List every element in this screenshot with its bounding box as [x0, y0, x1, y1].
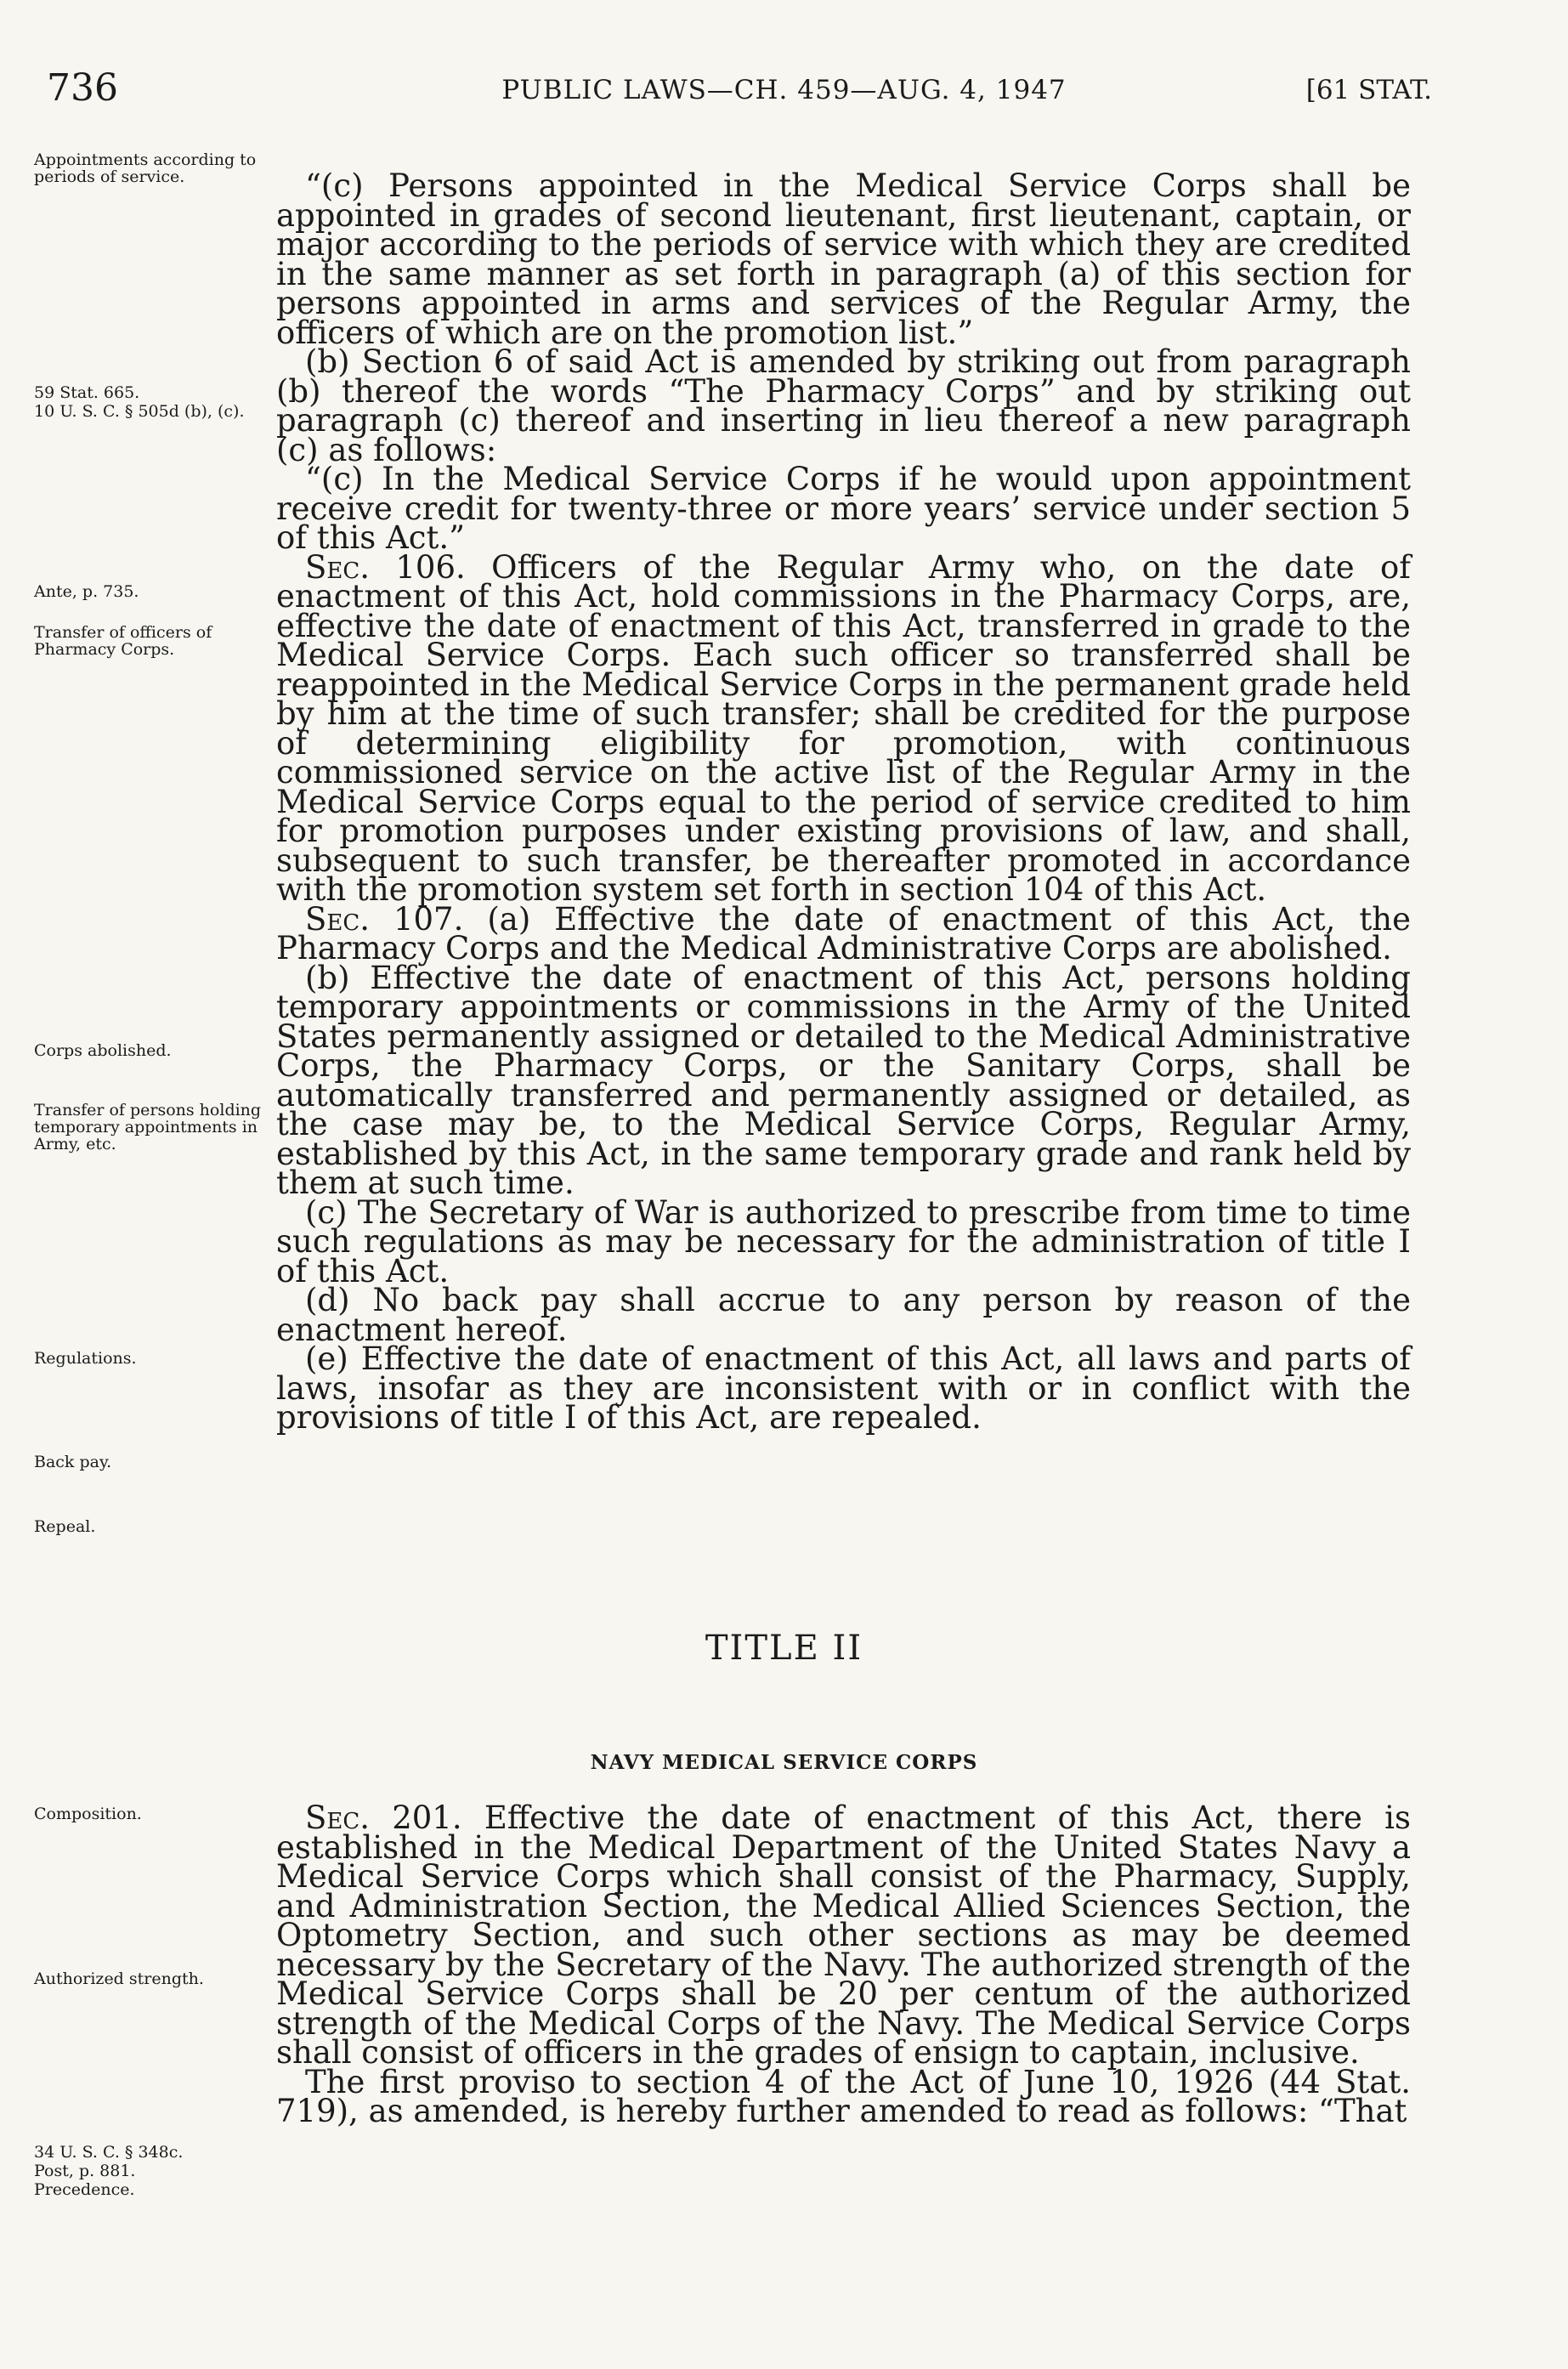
section-107e: (e) Effective the date of enactment of this Act, all laws and parts of laws, insofar as they are inconsistent with or in conflict with the provisions of title I of this Act, are repealed. — [276, 1340, 1411, 1436]
body-text-title-2 — [276, 1799, 1411, 2129]
margin-note-authorized-strength: Authorized strength. — [34, 1969, 204, 1988]
margin-note-transfer-officers: Transfer of officers of Pharmacy Corps. — [34, 623, 212, 659]
margin-note-cite-34-usc: 34 U. S. C. § 348c. — [34, 2143, 184, 2162]
margin-note-transfer-persons: Transfer of persons holding temporary appointments in Army, etc. — [34, 1101, 262, 1153]
running-title: PUBLIC LAWS—CH. 459—AUG. 4, 1947 — [501, 75, 1067, 105]
section-107a-text: (a) Effective the date of enactment of this Act, the Pharmacy Corps and the Medical Administrative Corps are abolished. — [276, 900, 1411, 966]
margin-note-precedence: Precedence. — [34, 2180, 135, 2199]
proviso-paragraph: The first proviso to section 4 of the Act of June 10, 1926 (44 Stat. 719), as amended, is hereby further amended to read as follows: “That — [276, 2063, 1411, 2129]
section-201-label: Sec. 201. — [305, 1799, 462, 1836]
margin-note-appointments: Appointments according to periods of service. — [34, 150, 257, 186]
section-107d: (d) No back pay shall accrue to any person by reason of the enactment hereof. — [276, 1282, 1411, 1348]
margin-note-composition: Composition. — [34, 1805, 142, 1823]
section-106-text: Officers of the Regular Army who, on the date of enactment of this Act, hold commissions in the Pharmacy Corps, are, effective the date of enactment of this Act, transferred in grade to the Medical Service Corps. Each such officer so transferred shall be reappointed in the Medical Service Corps in the permanent grade held by him at the time of such transfer; shall be credited for the purpose of determining eligibility for promotion, with continuous commissioned service on the active list of the Regular Army in the Medical Service Corps equal to the period of service credited to him for promotion purposes under existing provisions of law, and shall, subsequent to such transfer, be thereafter promoted in accordance with the promotion system set forth in section 104 of this Act. — [276, 548, 1411, 908]
margin-note-corps-abolished: Corps abolished. — [34, 1041, 172, 1060]
paragraph-c-credit: “(c) In the Medical Service Corps if he would upon appointment receive credit for twenty-three or more years’ service under section 5 of this Act.” — [276, 461, 1411, 556]
margin-note-cite-59-stat: 59 Stat. 665. — [34, 383, 140, 402]
body-text-title-1 — [276, 167, 1411, 1436]
margin-note-back-pay: Back pay. — [34, 1453, 112, 1471]
paragraph-c-grades: “(c) Persons appointed in the Medical Service Corps shall be appointed in grades of second lieutenant, first lieutenant, captain, or major according to the periods of service with which they are credited in the same manner as set forth in paragraph (a) of this section for persons appointed in arms and services of the Regular Army, the officers of which are on the promotion list.” — [276, 167, 1411, 351]
margin-note-post: Post, p. 881. — [34, 2162, 136, 2180]
section-106 — [276, 548, 1411, 908]
section-107-label: Sec. 107. — [305, 900, 464, 938]
margin-note-cite-10-usc: 10 U. S. C. § 505d (b), (c). — [34, 402, 245, 421]
margin-note-regulations: Regulations. — [34, 1349, 137, 1368]
margin-note-ante: Ante, p. 735. — [34, 582, 139, 601]
section-107c: (c) The Secretary of War is authorized to prescribe from time to time such regulations as may be necessary for the administration of title I of this Act. — [276, 1193, 1411, 1289]
section-106-label: Sec. 106. — [305, 548, 466, 586]
margin-note-repeal: Repeal. — [34, 1517, 96, 1536]
page-number: 736 — [47, 66, 118, 110]
page-header — [0, 66, 1568, 121]
section-107a — [276, 900, 1411, 966]
title-ii-heading: TITLE II — [705, 1629, 863, 1668]
section-201-text: Effective the date of enactment of this Act, there is established in the Medical Department of the United States Navy a Medical Service Corps which shall consist of the Pharmacy, Supply, and Administration Section, the Medical Allied Sciences Section, the Optometry Section, and such other sections as may be deemed necessary by the Secretary of the Navy. The authorized strength of the Medical Service Corps shall be 20 per centum of the authorized strength of the Medical Corps of the Navy. The Medical Service Corps shall consist of officers in the grades of ensign to captain, inclusive. — [276, 1799, 1411, 2071]
navy-medical-service-corps-heading: NAVY MEDICAL SERVICE CORPS — [590, 1751, 978, 1774]
stat-reference: [61 STAT. — [1305, 75, 1432, 105]
section-107b: (b) Effective the date of enactment of this Act, persons holding temporary appointments or commissions in the Army of the United States permanently assigned or detailed to the Medical Administrative Corps, the Pharmacy Corps, or the Sanitary Corps, shall be automatically transferred and permanently assigned or detailed, as the case may be, to the Medical Service Corps, Regular Army, established by this Act, in the same temporary grade and rank held by them at such time. — [276, 959, 1411, 1201]
paragraph-b-section-6: (b) Section 6 of said Act is amended by striking out from paragraph (b) thereof the words “The Pharmacy Corps” and by striking out paragraph (c) thereof and inserting in lieu thereof a new paragraph (c) as follows: — [276, 343, 1411, 468]
section-201 — [276, 1799, 1411, 2071]
